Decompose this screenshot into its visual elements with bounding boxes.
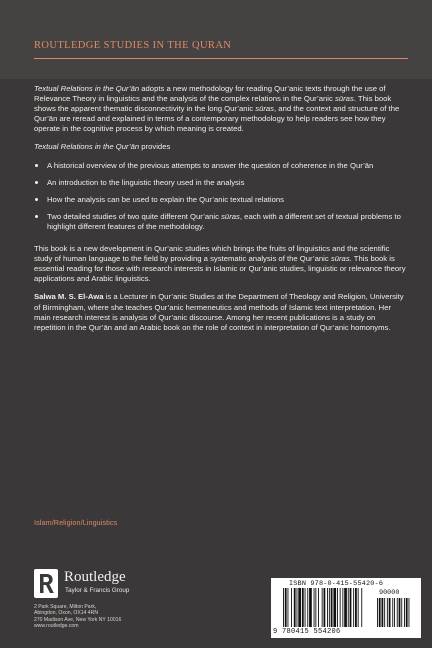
- barcode-addon: 90000: [379, 589, 400, 597]
- barcode-bar: [294, 588, 296, 627]
- barcode-bar: [283, 588, 284, 627]
- barcode-bar: [409, 598, 410, 627]
- isbn-barcode: [271, 578, 421, 638]
- author-name: Salwa M. S. El-Awa: [34, 292, 104, 302]
- subject-separator: /: [80, 518, 83, 527]
- barcode-bar: [387, 598, 388, 627]
- barcode-bar: [315, 588, 316, 627]
- barcode-bar: [358, 588, 359, 627]
- barcode-bar: [288, 588, 289, 627]
- barcode-bar: [353, 588, 354, 627]
- barcode-bar: [389, 598, 391, 627]
- barcode-bar: [342, 588, 343, 627]
- book-title: Textual Relations in the Qur’ān: [34, 142, 140, 152]
- address-line: 270 Madison Ave, New York NY 10016: [34, 616, 122, 623]
- barcode-bar: [406, 598, 408, 627]
- barcode-bar: [355, 588, 357, 627]
- isbn-label: ISBN 978-0-415-55420-6: [289, 580, 384, 588]
- blurb-paragraph-3: [34, 244, 406, 284]
- barcode-bar: [379, 598, 381, 627]
- list-item: An introduction to the linguistic theory used in the analysis: [34, 178, 406, 188]
- barcode-bar: [302, 588, 304, 627]
- barcode-bar: [329, 588, 330, 627]
- blurb-text: . This book is essential reading for those with research interests in Islamic or Qur’anic studies, linguistic or relevance theory applications and Arabic linguistics.: [34, 254, 406, 284]
- blurb-term: sūras: [221, 211, 240, 221]
- author-bio-text: is a Lecturer in Qur’anic Studies at the Department of Theology and Religion, University of Birmingham, where she teaches Qur’anic hermeneutics and methods of Islamic text interpretation. Her main research interest is analysis of Qur’anic discourse. Among her recent publications is a study on repetition in the Qur’ān and an Arabic book on the role of context in interpretation of Qur’anic homonyms.: [34, 292, 404, 332]
- blurb-text: adopts a new methodology for reading Qur’anic texts through the use of Relevance Theory in linguistics and the analysis of the complex relations in the Qur’anic: [34, 84, 386, 104]
- barcode-bar: [340, 588, 341, 627]
- barcode-bar: [322, 588, 323, 627]
- subject-separator: /: [51, 518, 54, 527]
- barcode-bar: [337, 588, 338, 627]
- subject-item: Religion: [53, 518, 81, 527]
- publisher-name: Routledge: [64, 569, 126, 585]
- author-bio: [34, 292, 406, 332]
- barcode-bar: [318, 588, 319, 627]
- blurb-paragraph-2: [34, 142, 406, 152]
- book-title: Textual Relations in the Qur’ān: [34, 84, 140, 93]
- barcode-digits: 9 780415 554206: [273, 628, 341, 636]
- barcode-bar: [324, 588, 326, 627]
- blurb-term: sūras: [334, 94, 354, 104]
- barcode-bar: [401, 598, 402, 627]
- publisher-logo: [34, 569, 234, 599]
- barcode-bar: [384, 598, 385, 627]
- barcode-bar: [298, 588, 301, 627]
- blurb-text: Two detailed studies of two quite different Qur’anic: [47, 211, 222, 221]
- barcode-bar: [307, 588, 308, 627]
- blurb-paragraph-1: [34, 84, 406, 134]
- barcode-bar: [333, 588, 336, 627]
- blurb-text: This book is a new development in Qur’anic studies which brings the fruits of linguistics and the scientific study of human language to the field by providing a systematic analysis of the Qur’anic: [34, 244, 390, 264]
- subject-categories: [34, 518, 117, 527]
- subject-item: Linguistics: [82, 518, 118, 527]
- barcode-bar: [350, 588, 352, 627]
- barcode-bar: [392, 598, 393, 627]
- barcode-bar: [344, 588, 347, 627]
- barcode-bar: [327, 588, 328, 627]
- list-item: A historical overview of the previous attempts to answer the question of coherence in the Qur’ān: [34, 161, 406, 171]
- barcode-bar: [404, 598, 405, 627]
- address-line: www.routledge.com: [34, 622, 79, 629]
- feature-list: [34, 161, 406, 232]
- barcode-bar: [291, 588, 292, 627]
- list-item: [34, 212, 406, 232]
- address-line: Abingdon, Oxon, OX14 4RN: [34, 610, 98, 617]
- barcode-bar: [394, 598, 395, 627]
- header-rule: [34, 58, 408, 59]
- series-title: ROUTLEDGE STUDIES IN THE QURAN: [34, 40, 232, 51]
- publisher-address: [34, 604, 194, 629]
- barcode-bar: [305, 588, 306, 627]
- publisher-group: Taylor & Francis Group: [65, 587, 130, 594]
- blurb-text: , each with a different set of textual problems to highlight different features of the methodology.: [47, 211, 401, 231]
- blurb-term: sūras: [330, 254, 350, 264]
- barcode-bar: [397, 598, 398, 627]
- barcode-bar: [309, 588, 312, 627]
- routledge-r-icon: [34, 569, 58, 598]
- blurb: [34, 84, 406, 341]
- barcode-bar: [361, 588, 362, 627]
- barcode-bar: [314, 588, 315, 627]
- blurb-term: sūras: [255, 104, 275, 114]
- blurb-text: , and the context and structure of the Qur’ān are reread and explained in terms of a contemporary methodology to help readers see how they operate in the cognitive process by which meaning is created.: [34, 104, 400, 134]
- barcode-bar: [382, 598, 384, 627]
- barcode-bar: [297, 588, 298, 627]
- blurb-text: provides: [139, 142, 171, 152]
- list-item: How the analysis can be used to explain the Qur’anic textual relations: [34, 195, 406, 205]
- barcode-bar: [399, 598, 401, 627]
- subject-item: Islam: [34, 518, 52, 527]
- barcode-bar: [285, 588, 287, 627]
- barcode-bar: [377, 598, 378, 627]
- address-line: 2 Park Square, Milton Park,: [34, 604, 97, 610]
- blurb-text: . This book shows the apparent thematic disconnectivity in the long Qur’anic: [34, 94, 392, 114]
- barcode-bar: [331, 588, 333, 627]
- barcode-bar: [348, 588, 349, 627]
